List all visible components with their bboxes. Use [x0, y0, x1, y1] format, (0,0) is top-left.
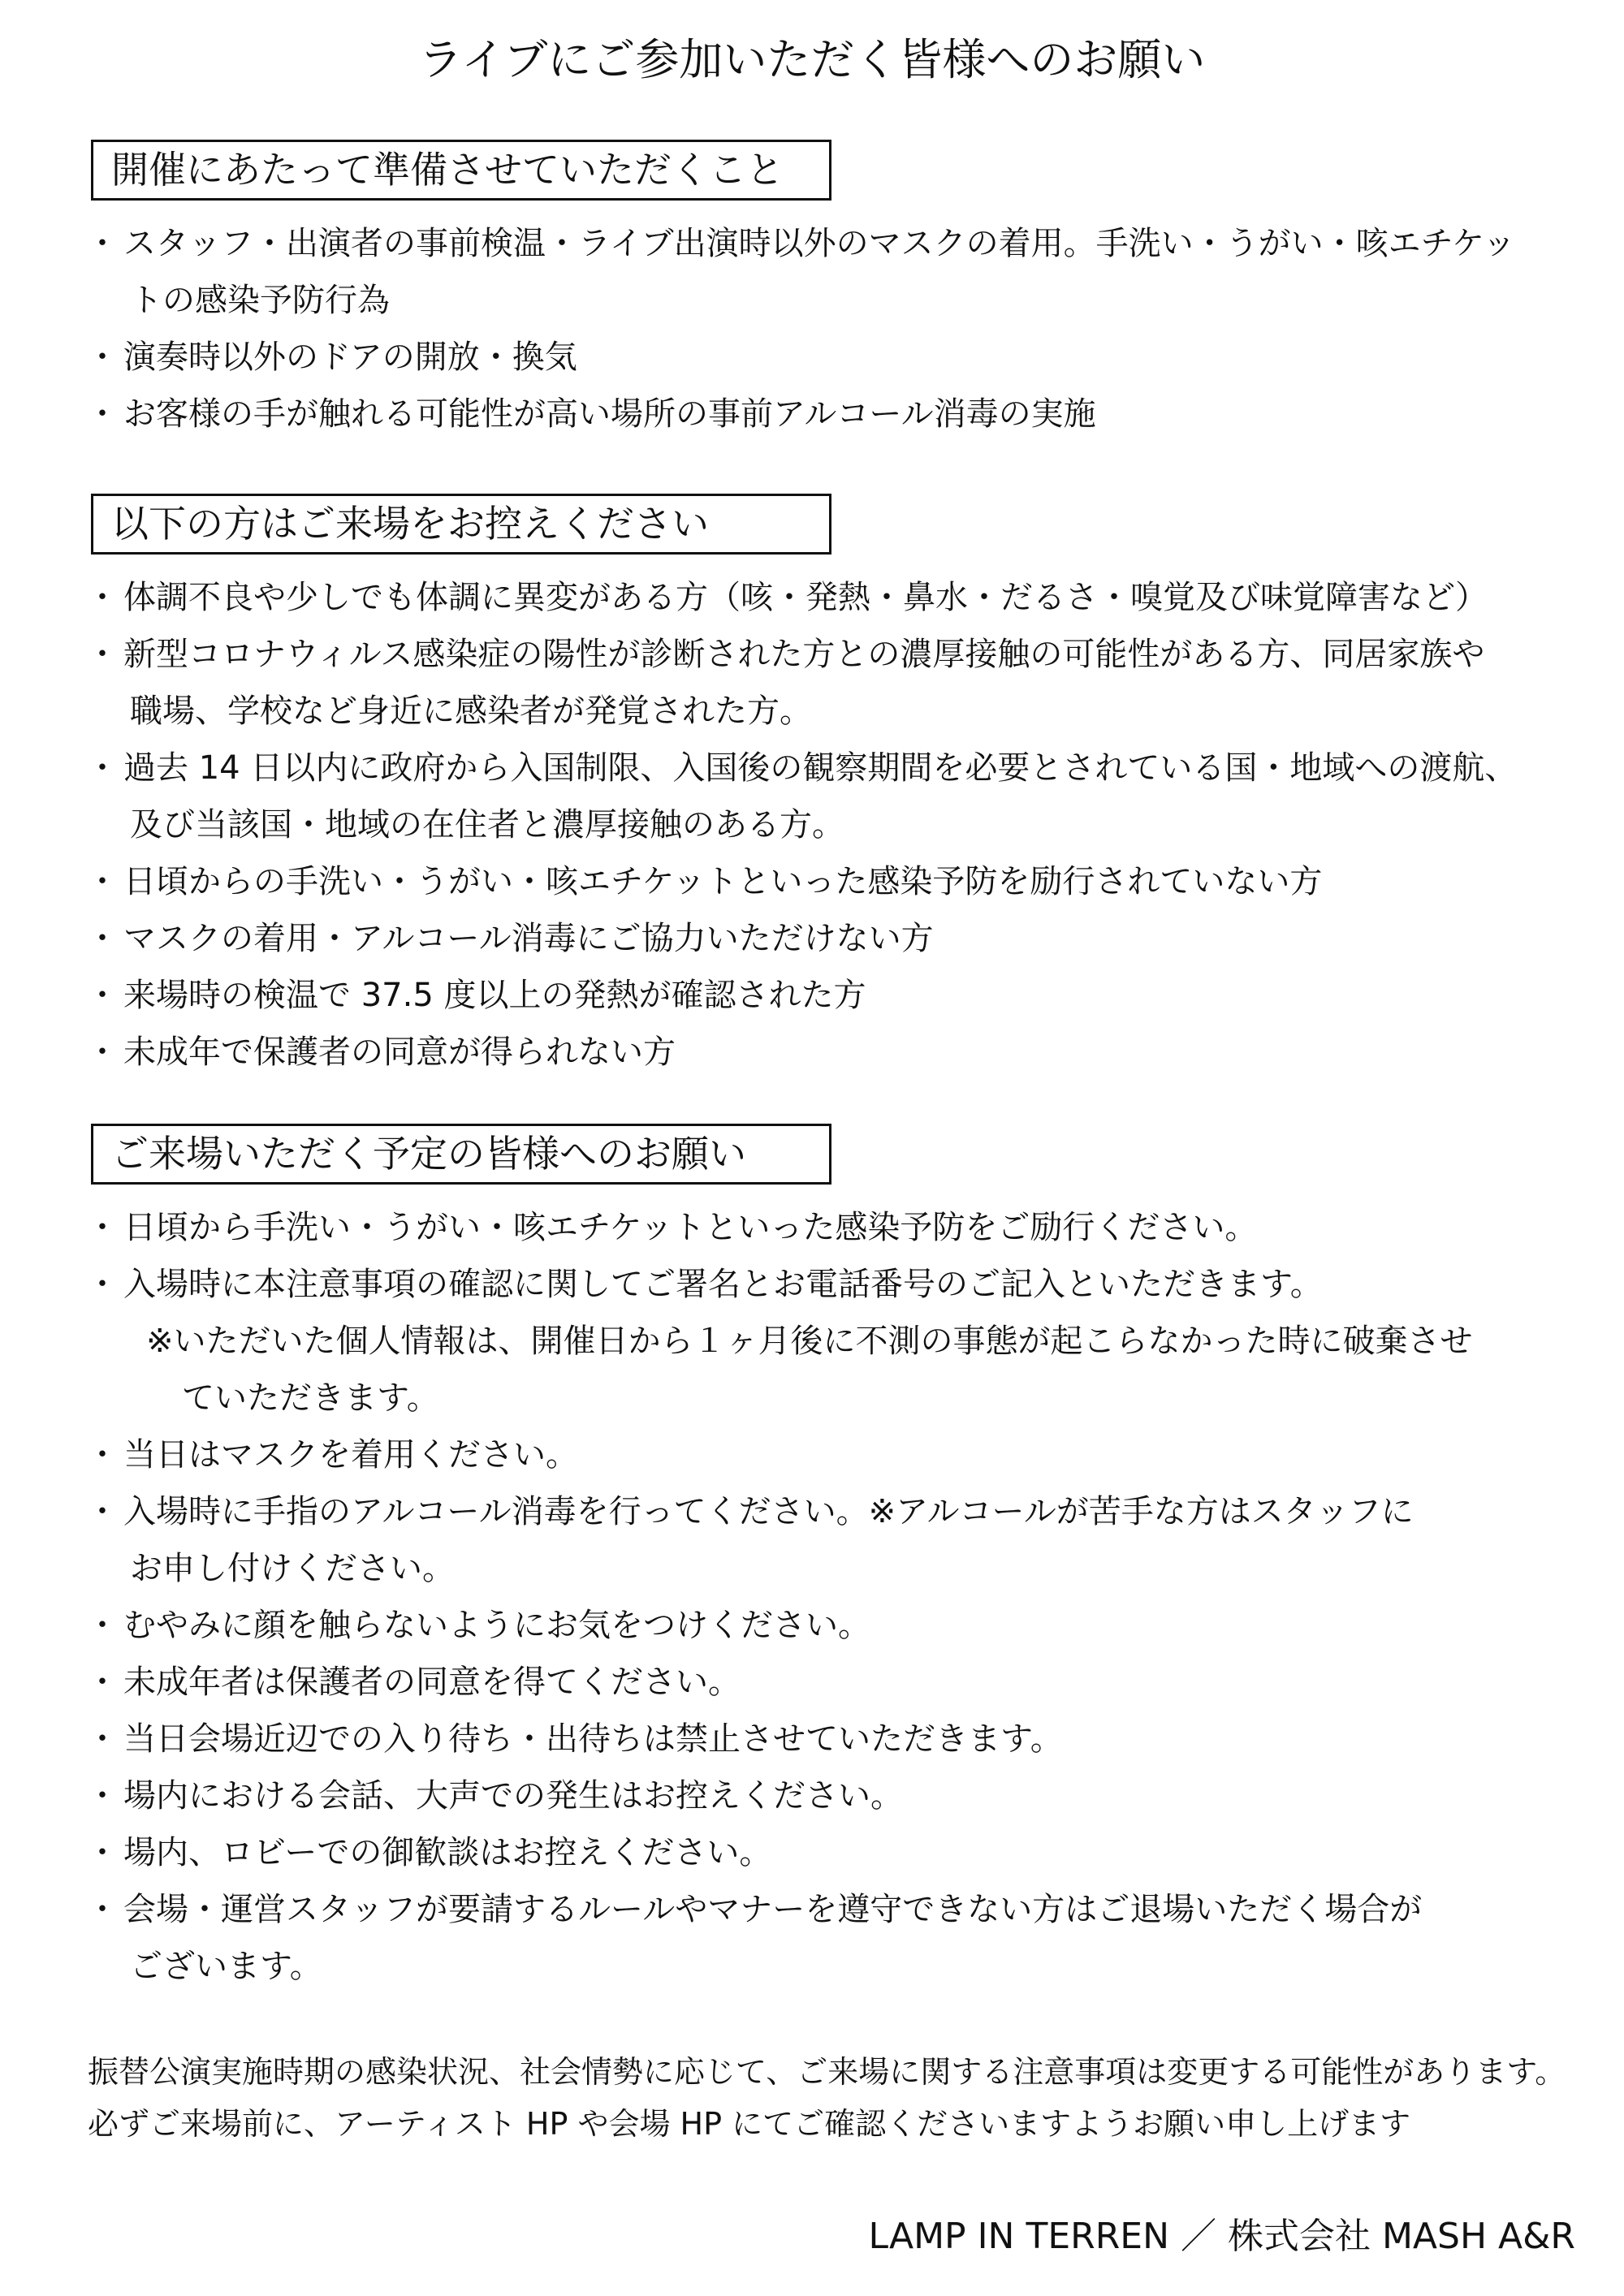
- item-line: ・ 会場・運営スタッフが要請するルールやマナーを遵守できない方はご退場いただく場合が: [123, 1891, 1423, 1928]
- section-preparations: [91, 140, 1585, 442]
- item-line: ・ 当日会場近辺での入り待ち・出待ちは禁止させていただきます。: [123, 1720, 1063, 1758]
- privacy-note: ※いただいた個人情報は、開催日から１ヶ月後に不測の事態が起こらなかった時に破棄させ: [146, 1323, 1473, 1360]
- section-refrain-from-attending: [91, 494, 1585, 1081]
- list-item: [91, 1711, 1585, 1767]
- list-item: [91, 1881, 1585, 1995]
- list-item: [91, 853, 1585, 910]
- item-line: ・ 日頃からの手洗い・うがい・咳エチケットといった感染予防を励行されていない方: [123, 863, 1323, 900]
- item-line-continued: お申し付けください。: [130, 1550, 455, 1587]
- footer-notice-line: 振替公演実施時期の感染状況、社会情勢に応じて、ご来場に関する注意事項は変更する可能性があります。: [88, 2054, 1566, 2090]
- list-item: [91, 1256, 1585, 1426]
- list-item: [91, 626, 1585, 740]
- item-line: ・ 体調不良や少しでも体調に異変がある方（咳・発熱・鼻水・だるさ・嗅覚及び味覚障害など）: [123, 579, 1488, 616]
- item-line: ・ マスクの着用・アルコール消毒にご協力いただけない方: [123, 920, 934, 957]
- list-item: [91, 740, 1585, 853]
- list-item: [91, 1654, 1585, 1711]
- section-heading: ご来場いただく予定の皆様へのお願い: [91, 1124, 831, 1185]
- item-line: ・ 新型コロナウィルス感染症の陽性が診断された方との濃厚接触の可能性がある方、同居家族や: [123, 636, 1485, 673]
- list-item: [91, 1426, 1585, 1483]
- item-line: ・ 来場時の検温で 37.5 度以上の発熱が確認された方: [123, 977, 866, 1014]
- list-item: [91, 1824, 1585, 1881]
- item-line: ・ 日頃から手洗い・うがい・咳エチケットといった感染予防をご励行ください。: [123, 1209, 1258, 1246]
- list-item: [91, 1199, 1585, 1256]
- privacy-note-continued: ていただきます。: [182, 1379, 439, 1417]
- item-list: [91, 569, 1585, 1081]
- item-line: ・ 未成年者は保護者の同意を得てください。: [123, 1664, 741, 1701]
- footer-notice: [88, 2046, 1614, 2150]
- organizer-signature: LAMP IN TERREN ／ 株式会社 MASH A&R: [868, 2216, 1575, 2257]
- item-line: ・ 当日はマスクを着用ください。: [123, 1436, 578, 1474]
- section-heading: 以下の方はご来場をお控えください: [91, 494, 831, 555]
- item-line: ・ 入場時に手指のアルコール消毒を行ってください。※アルコールが苦手な方はスタッフに: [123, 1493, 1414, 1530]
- item-line: ・ お客様の手が触れる可能性が高い場所の事前アルコール消毒の実施: [123, 395, 1096, 433]
- item-line-continued: ございます。: [130, 1948, 322, 1985]
- list-item: [91, 910, 1585, 967]
- footer-notice-line: 必ずご来場前に、アーティスト HP や会場 HP にてご確認くださいますようお願い申し上げます: [88, 2106, 1411, 2142]
- list-item: [91, 967, 1585, 1024]
- section-requests-to-attendees: [91, 1124, 1585, 1995]
- list-item: [91, 329, 1585, 386]
- item-line: ・ 未成年で保護者の同意が得られない方: [123, 1034, 676, 1071]
- item-line: ・ 場内、ロビーでの御歓談はお控えください。: [123, 1834, 772, 1871]
- item-line: ・ 場内における会話、大声での発生はお控えください。: [123, 1777, 903, 1815]
- list-item: [91, 386, 1585, 442]
- list-item: [91, 215, 1585, 329]
- item-line-continued: 職場、学校など身近に感染者が発覚された方。: [130, 693, 812, 730]
- item-list: [91, 1199, 1585, 1995]
- list-item: [91, 1483, 1585, 1597]
- item-line: ・ 演奏時以外のドアの開放・換気: [123, 339, 577, 376]
- item-line-continued: 及び当該国・地域の在住者と濃厚接触のある方。: [130, 806, 844, 844]
- item-line: ・ スタッフ・出演者の事前検温・ライブ出演時以外のマスクの着用。手洗い・うがい・咳エチケッ: [123, 225, 1515, 262]
- item-line-continued: トの感染予防行為: [130, 282, 390, 319]
- list-item: [91, 1024, 1585, 1081]
- section-heading: 開催にあたって準備させていただくこと: [91, 140, 831, 201]
- list-item: [91, 1597, 1585, 1654]
- list-item: [91, 1767, 1585, 1824]
- item-list: [91, 215, 1585, 442]
- item-line: ・ 入場時に本注意事項の確認に関してご署名とお電話番号のご記入といただきます。: [123, 1266, 1323, 1303]
- list-item: [91, 569, 1585, 626]
- page-title: ライブにご参加いただく皆様へのお願い: [418, 34, 1206, 85]
- item-line: ・ むやみに顔を触らないようにお気をつけください。: [123, 1607, 870, 1644]
- item-line: ・ 過去 14 日以内に政府から入国制限、入国後の観察期間を必要とされている国・地域への渡航、: [123, 749, 1518, 787]
